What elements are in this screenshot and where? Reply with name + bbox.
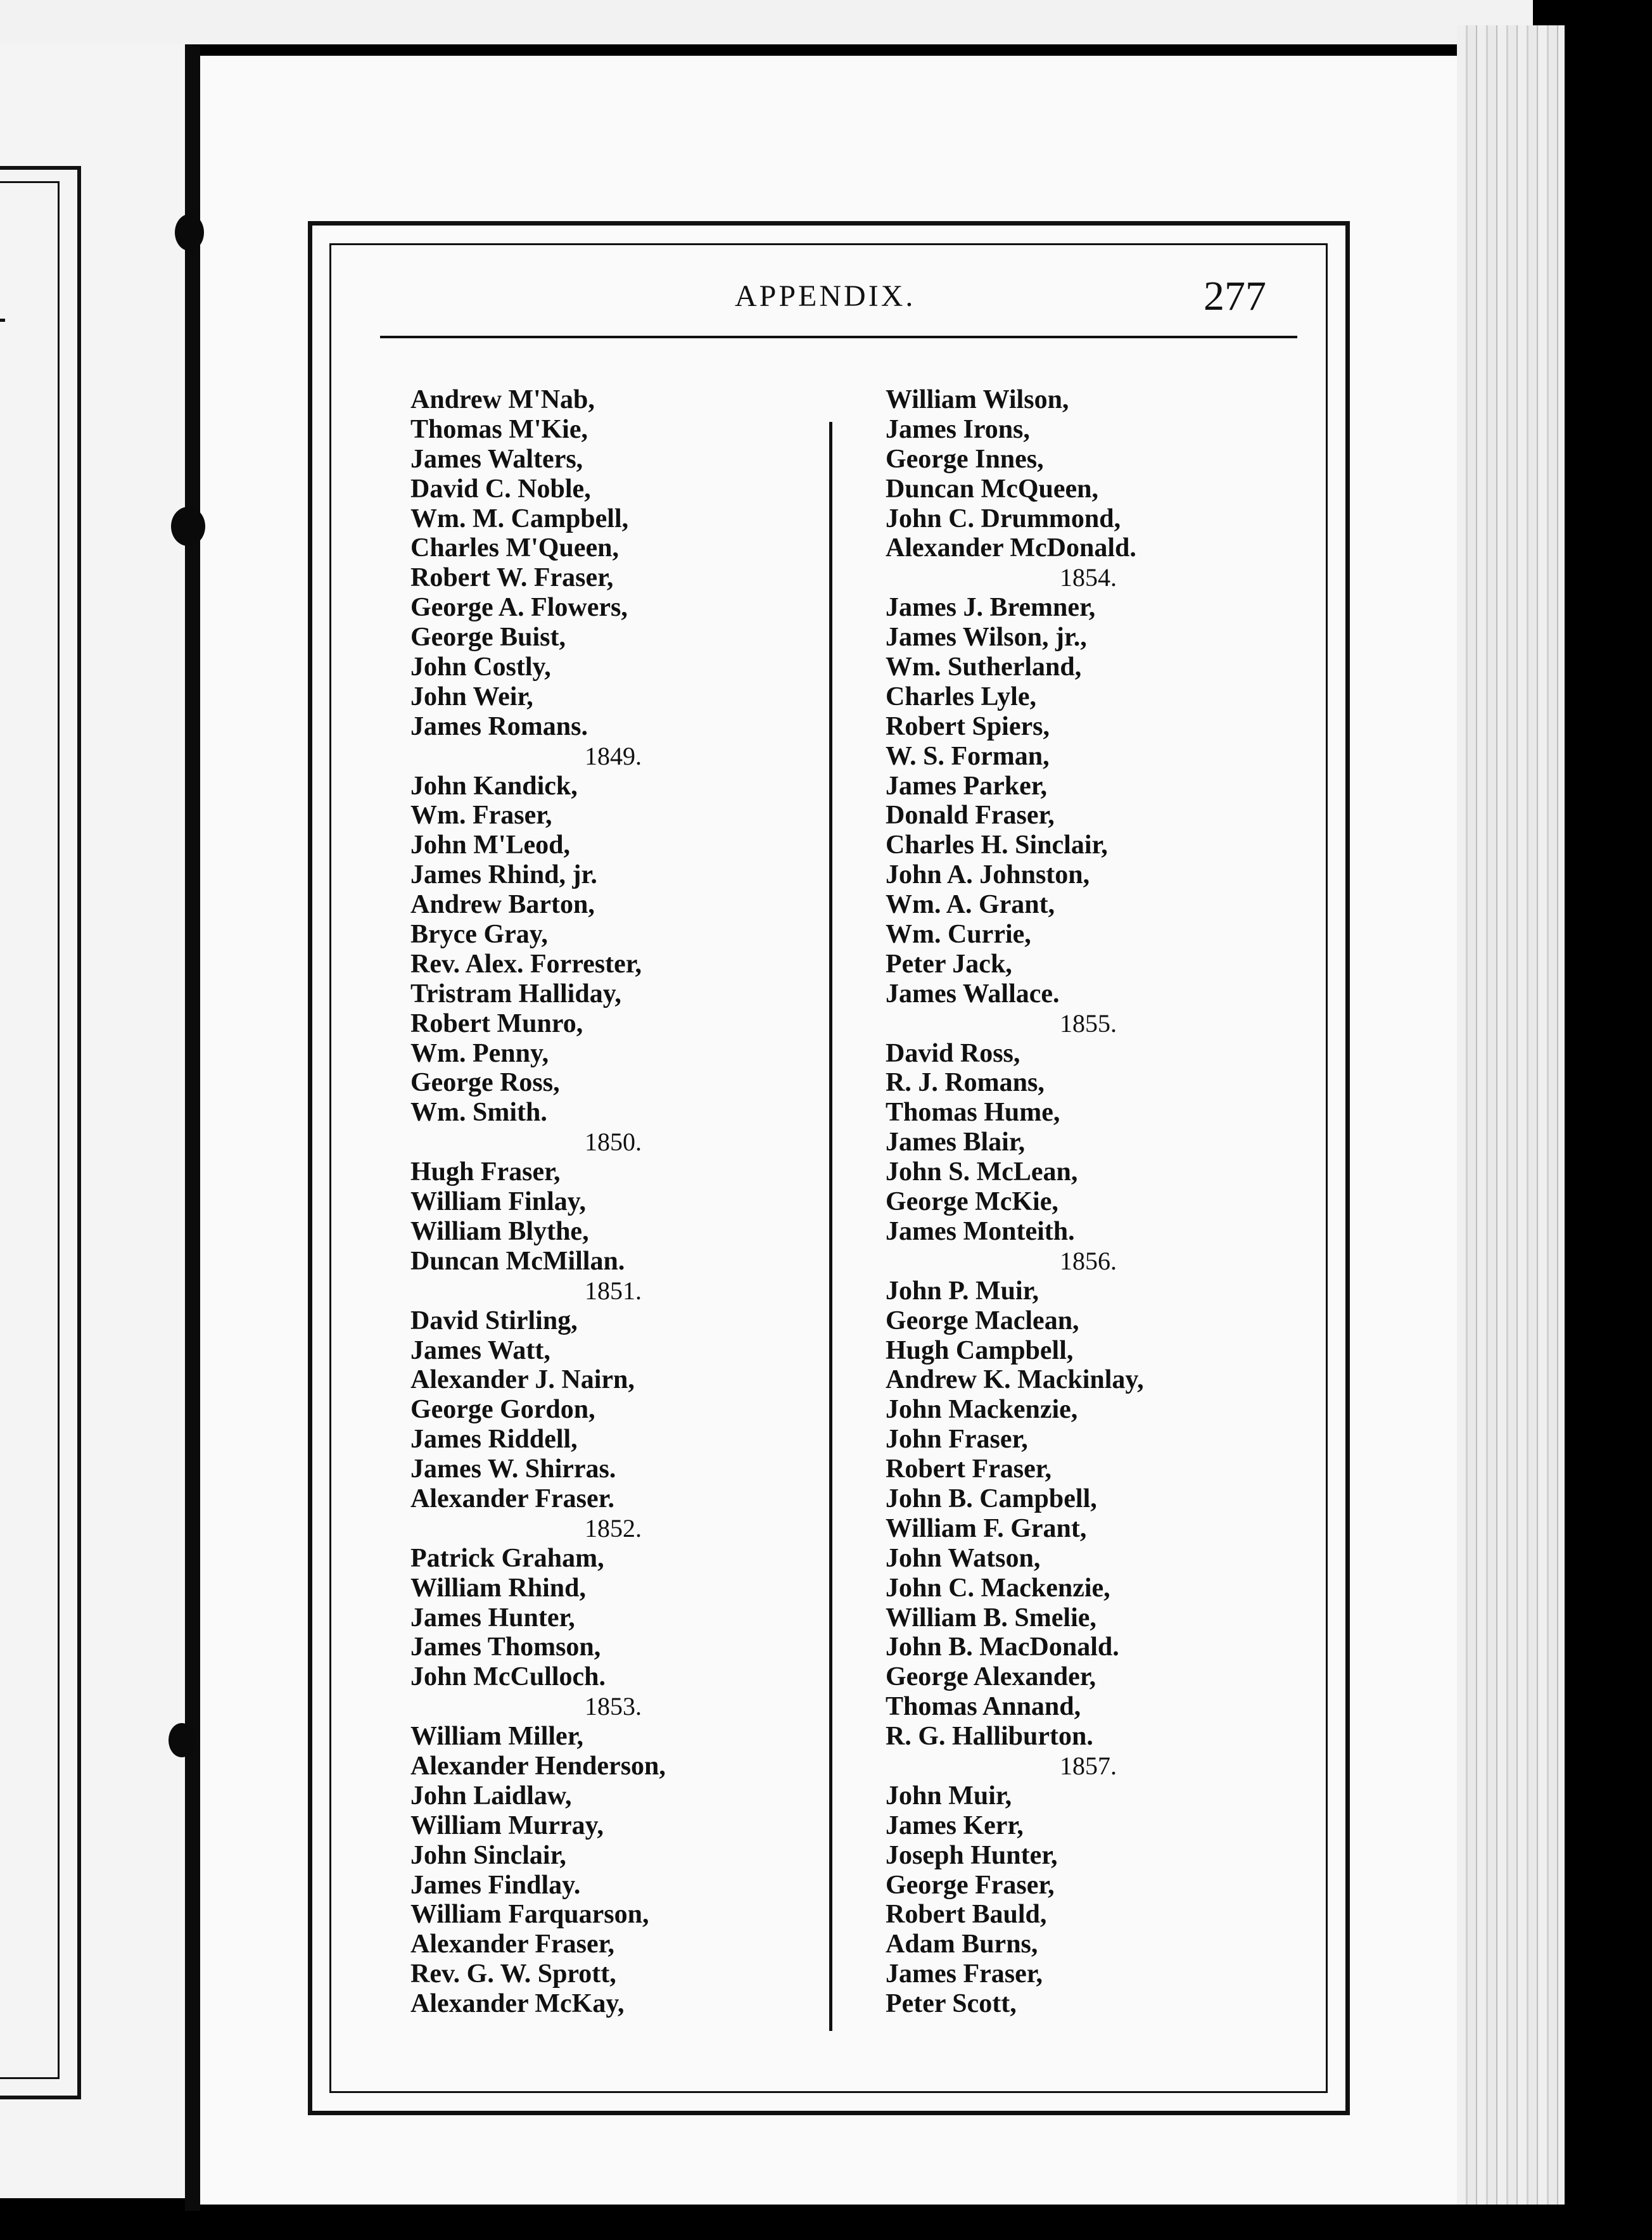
name-entry: Alexander Henderson, <box>410 1751 666 1781</box>
page-number: 277 <box>1204 273 1266 319</box>
year-heading: 1857. <box>1060 1751 1117 1780</box>
name-entry: James Wilson, jr., <box>886 623 1087 652</box>
name-entry: John McCulloch. <box>410 1662 606 1692</box>
name-entry: Duncan McQueen, <box>886 474 1098 504</box>
previous-page-inner-border <box>0 181 60 2079</box>
year-heading: 1851. <box>585 1276 642 1305</box>
name-entry: Robert W. Fraser, <box>410 563 614 593</box>
name-entry: John B. Campbell, <box>886 1484 1097 1513</box>
name-entry: William Blythe, <box>410 1216 589 1246</box>
name-entry: Wm. M. Campbell, <box>410 504 629 533</box>
name-entry: James Parker, <box>886 771 1048 801</box>
name-entry: Wm. Smith. <box>410 1098 547 1128</box>
name-entry: George A. Flowers, <box>410 593 628 623</box>
name-entry: David Stirling, <box>410 1306 578 1335</box>
name-entry: John Sinclair, <box>410 1840 566 1870</box>
name-entry: Joseph Hunter, <box>886 1840 1058 1870</box>
name-entry: Alexander Fraser, <box>410 1930 614 1959</box>
name-entry: William Wilson, <box>886 385 1069 414</box>
year-heading: 1854. <box>1060 563 1117 592</box>
name-entry: Charles Lyle, <box>886 682 1036 711</box>
page-edges <box>1457 25 1565 2205</box>
name-entry: Peter Scott, <box>886 1989 1017 2019</box>
name-entry: James Rhind, jr. <box>410 860 597 890</box>
name-entry: James Irons, <box>886 414 1030 444</box>
name-entry: Robert Munro, <box>410 1009 583 1038</box>
name-entry: Peter Jack, <box>886 949 1012 979</box>
name-entry: James Watt, <box>410 1335 550 1365</box>
name-entry: Rev. Alex. Forrester, <box>410 949 642 979</box>
name-entry: R. G. Halliburton. <box>886 1722 1093 1752</box>
name-entry: Robert Bauld, <box>886 1900 1047 1930</box>
name-entry: William Miller, <box>410 1722 583 1752</box>
name-entry: James Blair, <box>886 1128 1026 1157</box>
name-entry: Bryce Gray, <box>410 920 548 950</box>
header-rule <box>380 336 1297 338</box>
name-entry: John A. Johnston, <box>886 860 1090 890</box>
name-entry: Thomas Annand, <box>886 1692 1081 1722</box>
name-entry: James Wallace. <box>886 979 1060 1009</box>
name-entry: William B. Smelie, <box>886 1603 1096 1632</box>
name-entry: John Laidlaw, <box>410 1781 572 1810</box>
name-entry: Wm. Penny, <box>410 1038 549 1068</box>
name-entry: Robert Fraser, <box>886 1454 1052 1484</box>
year-heading: 1850. <box>585 1128 642 1157</box>
name-entry: William Finlay, <box>410 1187 586 1217</box>
year-heading: 1856. <box>1060 1246 1117 1275</box>
name-entry: Patrick Graham, <box>410 1543 604 1573</box>
name-entry: John P. Muir, <box>886 1276 1039 1306</box>
name-entry: James Hunter, <box>410 1603 575 1632</box>
name-entry: R. J. Romans, <box>886 1068 1045 1098</box>
name-entry: James Thomson, <box>410 1632 601 1662</box>
name-entry: John Costly, <box>410 652 551 682</box>
name-entry: William Farquarson, <box>410 1900 649 1930</box>
name-entry: John S. McLean, <box>886 1157 1078 1187</box>
name-entry: John Watson, <box>886 1543 1041 1573</box>
name-entry: Duncan McMillan. <box>410 1246 625 1276</box>
name-entry: William F. Grant, <box>886 1513 1087 1543</box>
name-entry: John M'Leod, <box>410 830 571 860</box>
name-entry: Alexander McDonald. <box>886 533 1136 563</box>
name-entry: James Kerr, <box>886 1810 1024 1840</box>
name-entry: John Fraser, <box>886 1425 1028 1454</box>
right-name-column <box>886 385 1291 2019</box>
year-heading: 1849. <box>585 741 642 770</box>
running-head: APPENDIX. <box>735 279 916 313</box>
name-entry: James Monteith. <box>886 1216 1075 1246</box>
name-entry: James Findlay. <box>410 1870 581 1900</box>
name-entry: Thomas M'Kie, <box>410 414 588 444</box>
year-heading: 1852. <box>585 1513 642 1543</box>
name-entry: James W. Shirras. <box>410 1454 616 1484</box>
name-entry: Alexander Fraser. <box>410 1484 614 1513</box>
column-divider <box>829 422 832 2031</box>
name-entry: George McKie, <box>886 1187 1058 1217</box>
name-entry: Rev. G. W. Sprott, <box>410 1959 616 1989</box>
name-entry: Donald Fraser, <box>886 801 1055 830</box>
name-entry: James Fraser, <box>886 1959 1043 1989</box>
name-entry: Andrew M'Nab, <box>410 385 595 414</box>
name-entry: Wm. Sutherland, <box>886 652 1082 682</box>
name-entry: William Murray, <box>410 1810 604 1840</box>
binding-thread-mark <box>175 214 204 251</box>
name-entry: Andrew Barton, <box>410 890 595 920</box>
binding-thread-mark <box>168 1723 195 1757</box>
name-entry: John Kandick, <box>410 771 578 801</box>
name-entry: George Buist, <box>410 623 566 652</box>
name-entry: Charles H. Sinclair, <box>886 830 1108 860</box>
name-entry: George Ross, <box>410 1068 560 1098</box>
name-entry: William Rhind, <box>410 1573 586 1603</box>
name-entry: Robert Spiers, <box>886 711 1050 741</box>
name-entry: John B. MacDonald. <box>886 1632 1119 1662</box>
name-entry: Charles M'Queen, <box>410 533 619 563</box>
year-heading: 1853. <box>585 1692 642 1721</box>
name-entry: James J. Bremner, <box>886 593 1096 623</box>
name-entry: John Muir, <box>886 1781 1012 1810</box>
year-heading: 1855. <box>1060 1009 1117 1038</box>
name-entry: George Innes, <box>886 444 1044 474</box>
book-gutter <box>185 44 200 2211</box>
name-entry: John Weir, <box>410 682 533 711</box>
name-entry: Andrew K. Mackinlay, <box>886 1365 1144 1395</box>
name-entry: Wm. Currie, <box>886 920 1031 950</box>
name-entry: David C. Noble, <box>410 474 591 504</box>
page-top-edge <box>0 0 1533 44</box>
left-name-column <box>410 385 816 2019</box>
name-entry: Hugh Campbell, <box>886 1335 1074 1365</box>
name-entry: Tristram Halliday, <box>410 979 621 1009</box>
name-entry: Alexander J. Nairn, <box>410 1365 635 1395</box>
previous-page-mark <box>0 319 5 322</box>
name-entry: Wm. Fraser, <box>410 801 552 830</box>
name-entry: John Mackenzie, <box>886 1395 1078 1425</box>
name-entry: Thomas Hume, <box>886 1098 1060 1128</box>
name-entry: David Ross, <box>886 1038 1020 1068</box>
name-entry: George Fraser, <box>886 1870 1055 1900</box>
name-entry: James Romans. <box>410 711 588 741</box>
name-entry: Adam Burns, <box>886 1930 1038 1959</box>
name-entry: James Walters, <box>410 444 583 474</box>
name-entry: Alexander McKay, <box>410 1989 625 2019</box>
name-entry: Hugh Fraser, <box>410 1157 561 1187</box>
name-entry: James Riddell, <box>410 1425 578 1454</box>
binding-thread-mark <box>171 507 205 546</box>
name-entry: George Alexander, <box>886 1662 1096 1692</box>
name-entry: Wm. A. Grant, <box>886 890 1055 920</box>
name-entry: John C. Mackenzie, <box>886 1573 1110 1603</box>
name-entry: George Maclean, <box>886 1306 1079 1335</box>
name-entry: W. S. Forman, <box>886 741 1050 771</box>
name-entry: John C. Drummond, <box>886 504 1121 533</box>
name-entry: George Gordon, <box>410 1395 595 1425</box>
